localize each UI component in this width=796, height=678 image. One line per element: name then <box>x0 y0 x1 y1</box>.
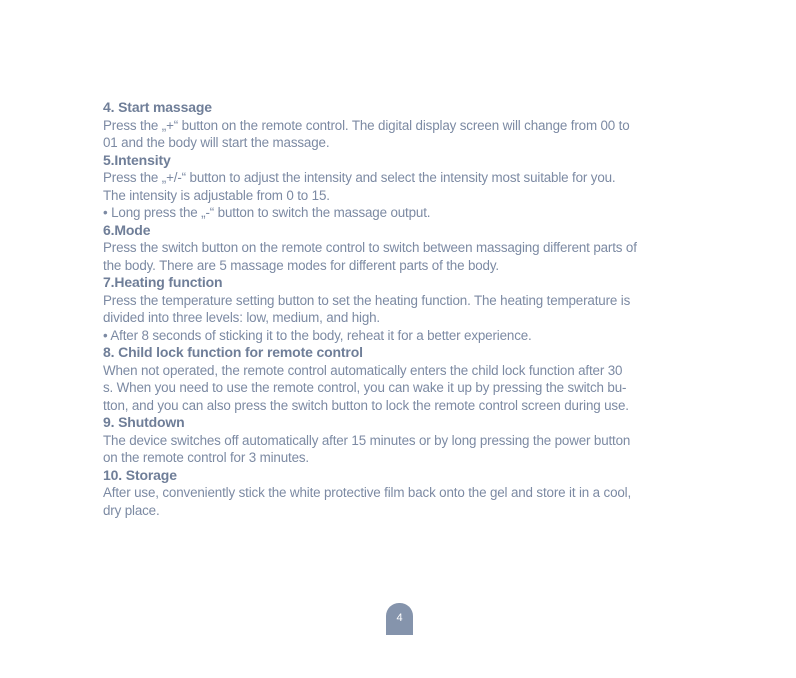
section-heading: 10. Storage <box>103 466 177 483</box>
text-line: Press the switch button on the remote control to switch between massaging different parts of <box>103 240 637 255</box>
section-heading: 7.Heating function <box>103 274 223 290</box>
text-line: dry place. <box>103 502 160 518</box>
text-line: on the remote control for 3 minutes. <box>103 450 309 465</box>
text-line: Press the „+/-“ button to adjust the intensity and select the intensity most suitable for you. <box>103 170 616 185</box>
text-line: When not operated, the remote control automatically enters the child lock function after 30 <box>103 362 623 378</box>
section-storage <box>103 467 695 520</box>
section-heading: 8. Child lock function for remote control <box>103 344 363 360</box>
text-line: divided into three levels: low, medium, and high. <box>103 310 380 325</box>
text-line: Press the temperature setting button to set the heating function. The heating temperature is <box>103 292 631 308</box>
section-intensity <box>103 152 695 222</box>
section-heating-function <box>103 274 695 344</box>
section-heading: 5.Intensity <box>103 151 171 168</box>
section-heading: 4. Start massage <box>103 99 212 115</box>
text-line: The intensity is adjustable from 0 to 15. <box>103 187 330 203</box>
section-shutdown <box>103 414 695 467</box>
section-start-massage <box>103 99 695 152</box>
page-number-tab: 4 <box>386 603 413 635</box>
section-mode <box>103 222 695 275</box>
text-line: s. When you need to use the remote control, you can wake it up by pressing the switch bu- <box>103 380 627 395</box>
text-line: tton, and you can also press the switch button to lock the remote control screen during use. <box>103 397 629 413</box>
section-child-lock <box>103 344 695 414</box>
manual-content <box>103 99 695 519</box>
bullet-item: • After 8 seconds of sticking it to the body, reheat it for a better experience. <box>103 327 532 343</box>
text-line: After use, conveniently stick the white protective film back onto the gel and store it in a cool, <box>103 485 632 500</box>
text-line: the body. There are 5 massage modes for different parts of the body. <box>103 257 499 273</box>
section-heading: 9. Shutdown <box>103 414 185 430</box>
bullet-item: • Long press the „-“ button to switch the massage output. <box>103 205 431 220</box>
text-line: 01 and the body will start the massage. <box>103 135 330 150</box>
text-line: Press the „+“ button on the remote control. The digital display screen will change from 00 to <box>103 117 630 133</box>
text-line: The device switches off automatically after 15 minutes or by long pressing the power button <box>103 432 631 448</box>
section-heading: 6.Mode <box>103 221 151 238</box>
